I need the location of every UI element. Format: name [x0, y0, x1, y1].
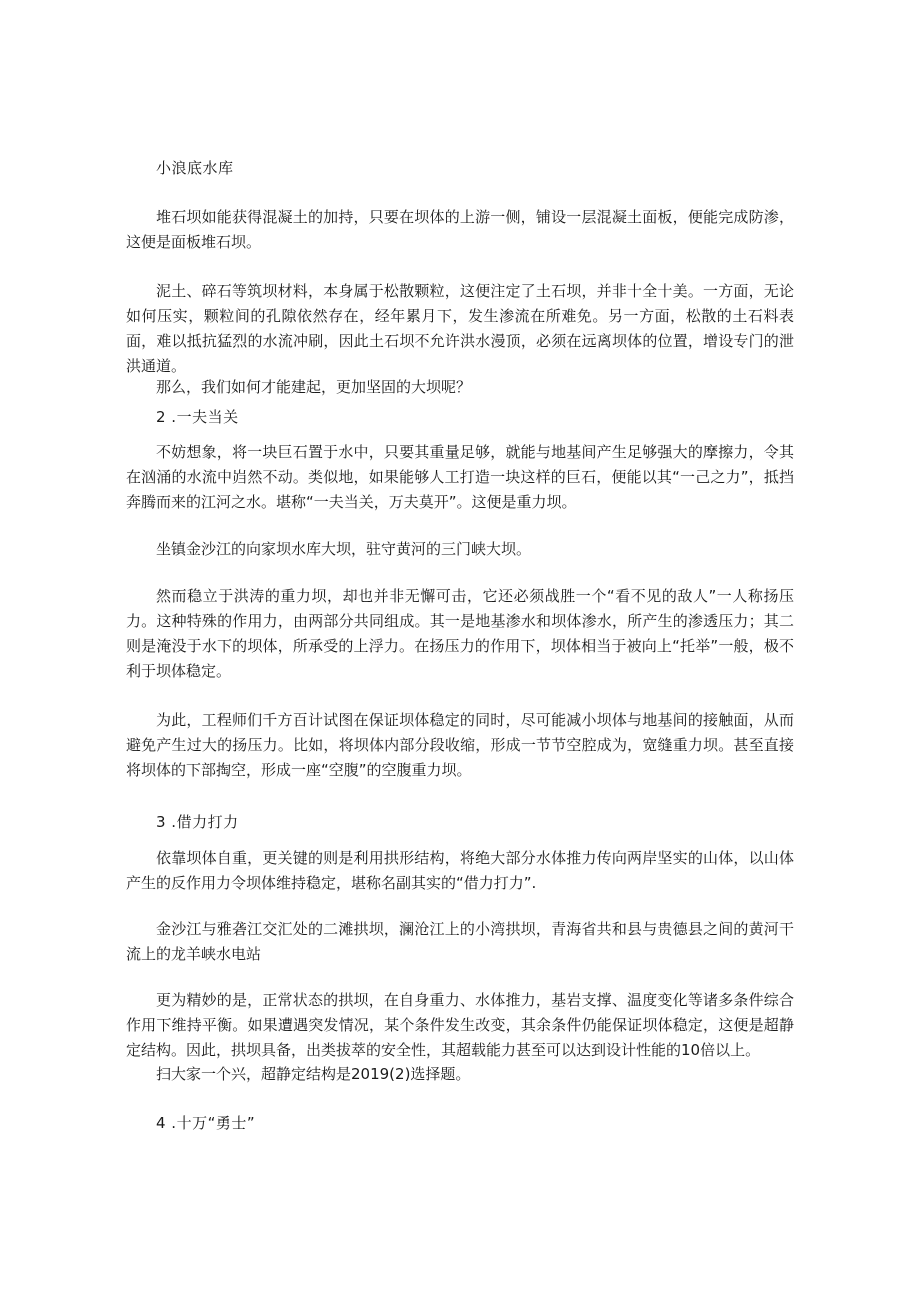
- paragraph-statically-indeterminate: 更为精妙的是，正常状态的拱坝，在自身重力、水体推力，基岩支撑、温度变化等诸多条件综合作用下维持平衡。如果遭遇突发情况，某个条件发生改变，其余条件仍能保证坝体稳定，这便是超静定结构。因此，拱坝具备，出类拔萃的安全性，其超载能力甚至可以达到设计性能的10倍以上。: [126, 991, 794, 1059]
- paragraph-earth-rock-dam: 泥土、碎石等筑坝材料，本身属于松散颗粒，这便注定了土石坝，并非十全十美。一方面，无论如何压实，颗粒间的孔隙依然存在，经年累月下，发生渗流在所难免。另一方面，松散的土石料表面，难以抵抗猛烈的水流冲刷，因此土石坝不允许洪水漫顶，必须在远离坝体的位置，增设专门的泄洪通道。: [126, 282, 794, 375]
- paragraph-arch-dam-examples: 金沙江与雅砻江交汇处的二滩拱坝，澜沧江上的小湾拱坝，青海省共和县与贵德县之间的黄河干流上的龙羊峡水电站: [126, 920, 794, 963]
- paragraph-question: 那么，我们如何才能建起，更加坚固的大坝呢？: [156, 378, 472, 396]
- section-heading-4: 4 .十万“勇士”: [156, 1114, 256, 1132]
- document-title: 小浪底水库: [156, 159, 234, 177]
- paragraph-gravity-dam: 不妨想象，将一块巨石置于水中，只要其重量足够，就能与地基间产生足够强大的摩擦力，令其在汹涌的水流中岿然不动。类似地，如果能够人工打造一块这样的巨石，便能以其“一己之力”，抵挡奔腾而来的江河之水。堪称“一夫当关，万夫莫开”。这便是重力坝。: [126, 443, 794, 511]
- paragraph-hollow-gravity-dam: 为此，工程师们千方百计试图在保证坝体稳定的同时，尽可能减小坝体与地基间的接触面，从而避免产生过大的扬压力。比如，将坝体内部分段收缩，形成一节节空腔成为，宽缝重力坝。甚至直接将坝体的下部掏空，形成一座“空腹”的空腹重力坝。: [126, 711, 794, 779]
- paragraph-gravity-dam-examples: 坐镇金沙江的向家坝水库大坝，驻守黄河的三门峡大坝。: [156, 540, 532, 558]
- section-heading-3: 3 .借力打力: [156, 813, 239, 831]
- paragraph-exam-note: 扫大家一个兴，超静定结构是2019(2)选择题。: [156, 1065, 471, 1083]
- section-heading-2: 2 .一夫当关: [156, 408, 239, 426]
- paragraph-uplift-pressure: 然而稳立于洪涛的重力坝，却也并非无懈可击，它还必须战胜一个“看不见的敌人”一人称扬压力。这种特殊的作用力，由两部分共同组成。其一是地基渗水和坝体渗水，所产生的渗透压力；其二则是淹没于水下的坝体，所承受的上浮力。在扬压力的作用下，坝体相当于被向上“托举”一般，极不利于坝体稳定。: [126, 587, 794, 680]
- paragraph-concrete-face-dam: 堆石坝如能获得混凝土的加持，只要在坝体的上游一侧，铺设一层混凝土面板，便能完成防渗，这便是面板堆石坝。: [126, 208, 794, 251]
- paragraph-arch-dam: 依靠坝体自重，更关键的则是利用拱形结构，将绝大部分水体推力传向两岸坚实的山体，以山体产生的反作用力令坝体维持稳定，堪称名副其实的“借力打力”.: [126, 849, 794, 892]
